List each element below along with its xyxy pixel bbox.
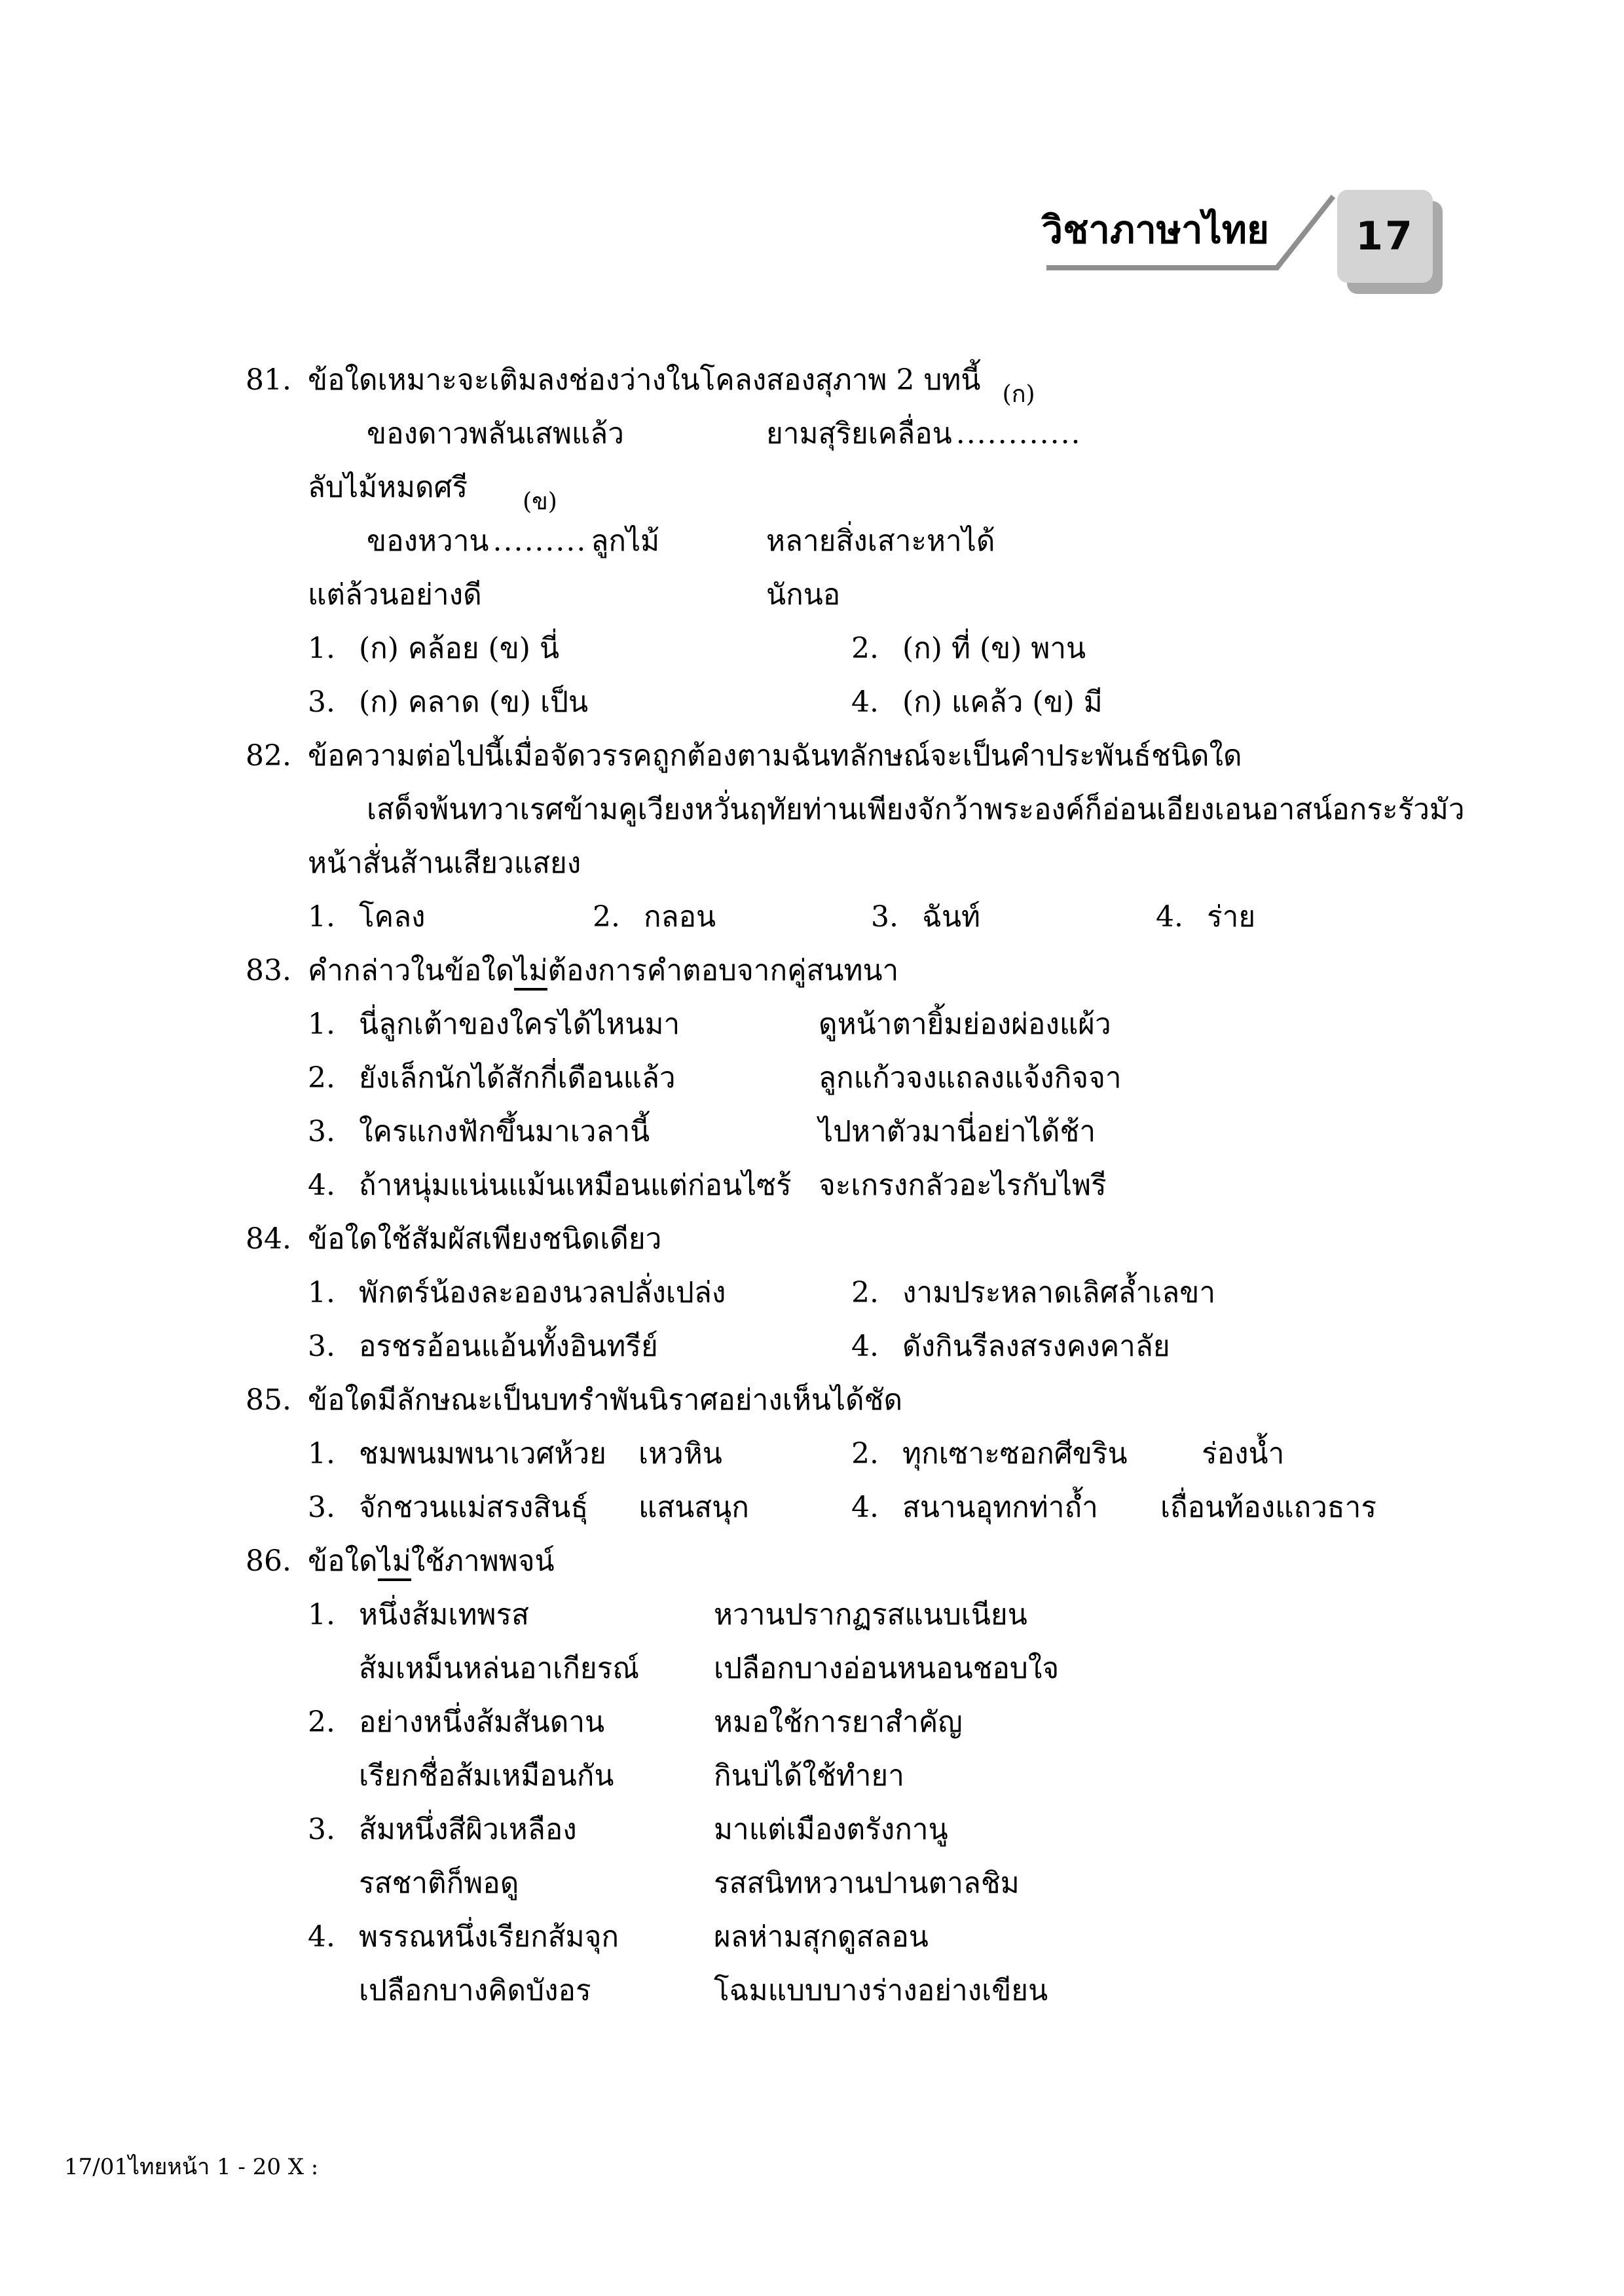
choice-text-right: มาแต่เมืองตรังกานู: [714, 1813, 948, 1846]
footer-note: 17/01ไทยหน้า 1 - 20 X :: [64, 2154, 319, 2180]
blank-dots: ............: [955, 417, 1082, 450]
choice-text-right: เปลือกบางอ่อนหนอนชอบใจ: [714, 1652, 1060, 1685]
q82-header-line: [0, 733, 1624, 786]
choice-number: 1.: [308, 1276, 335, 1309]
choice-number: 1.: [308, 1008, 335, 1041]
q84-choices-row-1: [0, 1269, 1624, 1323]
q83-choice-2: [0, 1055, 1624, 1108]
q81-poem-line-4: [0, 572, 1624, 625]
choice-text-part2: เถื่อนท้องแถวธาร: [1160, 1491, 1376, 1524]
choice-number: 1.: [308, 632, 335, 665]
choice-number: 4.: [308, 1920, 335, 1954]
poem-hemistich: นักนอ: [766, 578, 841, 611]
choice-number: 4.: [851, 1491, 879, 1524]
q82-choices-row: [0, 894, 1624, 947]
choice-text: (ก) คลาด (ข) เป็น: [359, 685, 589, 719]
choice-number: 1.: [308, 1598, 335, 1631]
q86-choice-4-line-2: [0, 1967, 1624, 2021]
q81-poem-line-3: [0, 488, 1624, 572]
poem-hemistich: [367, 488, 660, 565]
questions-area: [0, 357, 1624, 2021]
passage-text: เสด็จพ้นทวาเรศข้ามคูเวียงหวั่นฤทัยท่านเพียงจักว้าพระองค์ก็อ่อนเอียงเอนอาสน์อกระรัวมัว: [367, 793, 1465, 826]
choice-text: (ก) แคล้ว (ข) มี: [902, 685, 1103, 719]
q86-header-line: [0, 1538, 1624, 1592]
poem-hemistich: [766, 381, 1086, 458]
q81-choices-row-1: [0, 625, 1624, 679]
q81-choices-row-2: [0, 679, 1624, 733]
choice-number: 2.: [593, 900, 620, 934]
choice-text-left: หนึ่งส้มเทพรส: [359, 1598, 529, 1631]
q83-choice-1: [0, 1001, 1624, 1055]
q86-choice-3-line-2: [0, 1860, 1624, 1914]
choice-number: 2.: [308, 1061, 335, 1095]
choice-text-part1: สนานอุทกท่าถ้ำ: [902, 1491, 1098, 1524]
choice-text: งามประหลาดเลิศล้ำเลขา: [902, 1276, 1216, 1309]
choice-text: ร่าย: [1207, 900, 1256, 934]
choice-number: 3.: [308, 1491, 335, 1524]
choice-text: โคลง: [359, 900, 426, 934]
q83-choice-3: [0, 1108, 1624, 1162]
choice-text-right: โฉมแบบบางร่างอย่างเขียน: [714, 1974, 1048, 2007]
choice-text-left: พรรณหนึ่งเรียกส้มจุก: [359, 1920, 619, 1954]
choice-text-part2: แสนสนุก: [638, 1491, 749, 1524]
q86-choice-4-line-1: [0, 1914, 1624, 1967]
q84-header-line: [0, 1216, 1624, 1269]
blank-dots: .........: [492, 524, 587, 558]
fill-blank-b: [492, 488, 587, 565]
choice-text-left: อย่างหนึ่งส้มสันดาน: [359, 1705, 605, 1739]
prompt-text: ต้องการคำตอบจากคู่สนทนา: [547, 954, 899, 987]
choice-text: (ก) ที่ (ข) พาน: [902, 632, 1086, 665]
choice-text: อรชรอ้อนแอ้นทั้งอินทรีย์: [359, 1330, 658, 1363]
choice-number: 4.: [851, 1330, 879, 1363]
choice-number: 1.: [308, 900, 335, 934]
q82-passage-line-1: [0, 786, 1624, 840]
choice-text-left: ถ้าหนุ่มแน่นแม้นเหมือนแต่ก่อนไซร้: [359, 1169, 792, 1202]
page-number: 17: [1356, 213, 1414, 259]
choice-text-left: ยังเล็กนักได้สักกี่เดือนแล้ว: [359, 1061, 676, 1095]
q86-choice-1-line-2: [0, 1645, 1624, 1699]
underlined-word: ไม่: [514, 954, 547, 991]
choice-text-right: ผลห่ามสุกดูสลอน: [714, 1920, 929, 1954]
question-number: 86.: [246, 1544, 291, 1578]
poem-text: ของหวาน: [367, 524, 489, 558]
choice-text-right: จะเกรงกลัวอะไรกับไพรี: [819, 1169, 1107, 1202]
choice-text: ฉันท์: [922, 900, 981, 934]
question-number: 85.: [246, 1383, 291, 1417]
poem-text: ลูกไม้: [591, 524, 660, 558]
question-number: 83.: [246, 954, 291, 987]
q83-choice-4: [0, 1162, 1624, 1216]
choice-number: 1.: [308, 1437, 335, 1470]
choice-number: 4.: [308, 1169, 335, 1202]
q85-choices-row-2: [0, 1484, 1624, 1538]
choice-number: 3.: [308, 1813, 335, 1846]
prompt-text: ข้อใด: [308, 1544, 378, 1578]
q83-header-line: [0, 947, 1624, 1001]
question-prompt: ข้อใดใช้สัมผัสเพียงชนิดเดียว: [308, 1222, 662, 1256]
question-prompt: [308, 1538, 555, 1585]
q81-header-line: [0, 357, 1624, 410]
choice-text-right: ลูกแก้วจงแถลงแจ้งกิจจา: [819, 1061, 1122, 1095]
choice-text-left: เรียกชื่อส้มเหมือนกัน: [359, 1759, 614, 1793]
q86-choice-3-line-1: [0, 1806, 1624, 1860]
choice-number: 4.: [851, 685, 879, 719]
q86-choice-2-line-1: [0, 1699, 1624, 1753]
choice-number: 4.: [1156, 900, 1183, 934]
choice-number: 3.: [308, 685, 335, 719]
question-number: 82.: [246, 739, 291, 773]
choice-text-right: ไปหาตัวมานี่อย่าได้ช้า: [819, 1115, 1096, 1148]
choice-text-part1: ทุกเซาะซอกศีขริน: [902, 1437, 1128, 1470]
choice-number: 3.: [308, 1330, 335, 1363]
choice-number: 3.: [308, 1115, 335, 1148]
poem-hemistich: ของดาวพลันเสพแล้ว: [367, 417, 624, 450]
choice-number: 2.: [851, 632, 879, 665]
passage-text: หน้าสั่นส้านเสียวแสยง: [308, 847, 581, 880]
choice-text-left: รสชาติก็พอดู: [359, 1867, 519, 1900]
question-prompt: ข้อความต่อไปนี้เมื่อจัดวรรคถูกต้องตามฉันทลักษณ์จะเป็นคำประพันธ์ชนิดใด: [308, 739, 1242, 773]
choice-text-right: หมอใช้การยาสำคัญ: [714, 1705, 963, 1739]
question-prompt: ข้อใดเหมาะจะเติมลงช่องว่างในโคลงสองสุภาพ 2 บทนี้: [308, 363, 981, 397]
choice-text: กลอน: [644, 900, 716, 934]
choice-text-part1: ชมพนมพนาเวศห้วย: [359, 1437, 606, 1470]
question-number: 81.: [246, 363, 291, 397]
choice-text-part1: จักชวนแม่สรงสินธุ์: [359, 1491, 589, 1524]
choice-number: 2.: [851, 1437, 879, 1470]
choice-number: 2.: [308, 1705, 335, 1739]
question-prompt: [308, 947, 898, 994]
choice-text-right: รสสนิทหวานปานตาลชิม: [714, 1867, 1020, 1900]
choice-text-right: หวานปรากฏรสแนบเนียน: [714, 1598, 1027, 1631]
blank-label: (ข): [523, 488, 557, 515]
poem-hemistich: ลับไม้หมดศรี: [308, 471, 468, 504]
choice-text-left: นี่ลูกเต้าของใครได้ไหนมา: [359, 1008, 680, 1041]
choice-number: 3.: [871, 900, 898, 934]
choice-text: ดังกินรีลงสรงคงคาลัย: [902, 1330, 1170, 1363]
poem-text: ยามสุริยเคลื่อน: [766, 417, 952, 450]
q85-choices-row-1: [0, 1430, 1624, 1484]
choice-text-left: ส้มเหม็นหล่นอาเกียรณ์: [359, 1652, 640, 1685]
choice-text: (ก) คล้อย (ข) นี่: [359, 632, 560, 665]
q81-poem-line-2: [0, 464, 1624, 518]
choice-text-right: ดูหน้าตายิ้มย่องผ่องแผ้ว: [819, 1008, 1111, 1041]
q85-header-line: [0, 1377, 1624, 1430]
q81-poem-line-1: [0, 381, 1624, 464]
q86-choice-2-line-2: [0, 1753, 1624, 1806]
q84-choices-row-2: [0, 1323, 1624, 1377]
page-number-box: [1337, 190, 1433, 283]
choice-text-left: เปลือกบางคิดบังอร: [359, 1974, 591, 2007]
prompt-text: คำกล่าวในข้อใด: [308, 954, 515, 987]
choice-number: 2.: [851, 1276, 879, 1309]
choice-text-right: กินบ่ได้ใช้ทำยา: [714, 1759, 904, 1793]
poem-hemistich: หลายสิ่งเสาะหาได้: [766, 524, 995, 558]
choice-text-part2: ร่องน้ำ: [1202, 1437, 1285, 1470]
question-prompt: ข้อใดมีลักษณะเป็นบทรำพันนิราศอย่างเห็นได้ชัด: [308, 1383, 903, 1417]
choice-text-left: ส้มหนึ่งสีผิวเหลือง: [359, 1813, 577, 1846]
blank-label: (ก): [1002, 381, 1035, 408]
prompt-text: ใช้ภาพพจน์: [411, 1544, 555, 1578]
fill-blank-a: [955, 381, 1082, 458]
underlined-word: ไม่: [378, 1544, 411, 1581]
choice-text: พักตร์น้องละอองนวลปลั่งเปล่ง: [359, 1276, 726, 1309]
q82-passage-line-2: [0, 840, 1624, 894]
page-title: วิชาภาษาไทย: [1041, 208, 1269, 252]
choice-text-part2: เหวหิน: [638, 1437, 722, 1470]
choice-text-left: ใครแกงฟักขึ้นมาเวลานี้: [359, 1115, 650, 1148]
poem-hemistich: แต่ล้วนอย่างดี: [308, 578, 482, 611]
q86-choice-1-line-1: [0, 1592, 1624, 1645]
question-number: 84.: [246, 1222, 291, 1256]
